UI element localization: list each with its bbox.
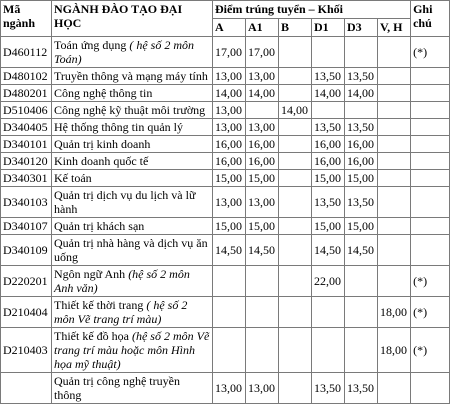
score-block-vh xyxy=(378,68,411,85)
score-block-d3: 15,00 xyxy=(345,218,378,235)
score-block-b xyxy=(279,37,312,68)
program-code: D460112 xyxy=(1,37,52,68)
program-code: D340101 xyxy=(1,136,52,153)
score-block-b xyxy=(279,170,312,187)
program-code: D340103 xyxy=(1,187,52,218)
program-code: D220201 xyxy=(1,266,52,297)
score-block-d3 xyxy=(345,37,378,68)
table-row xyxy=(1,218,450,235)
header-program: NGÀNH ĐÀO TẠO ĐẠI HỌC xyxy=(52,1,213,37)
remark: (*) xyxy=(411,266,450,297)
score-block-d1 xyxy=(312,102,345,119)
score-block-vh xyxy=(378,85,411,102)
header-block-a1: A1 xyxy=(246,19,279,37)
remark xyxy=(411,136,450,153)
score-block-a: 14,00 xyxy=(213,85,246,102)
score-block-b xyxy=(279,85,312,102)
program-name-cell xyxy=(52,85,213,102)
score-block-d1: 13,50 xyxy=(312,68,345,85)
score-block-d3: 13,50 xyxy=(345,187,378,218)
program-name-cell xyxy=(52,170,213,187)
program-name: Thiết kế đồ họa xyxy=(54,329,129,343)
program-name: Công nghệ thông tin xyxy=(54,86,153,100)
program-name: Kế toán xyxy=(54,171,92,185)
score-block-d3: 13,50 xyxy=(345,119,378,136)
score-block-d1: 13,50 xyxy=(312,119,345,136)
score-block-a1: 14,00 xyxy=(246,85,279,102)
score-block-vh xyxy=(378,235,411,266)
score-block-a: 13,00 xyxy=(213,102,246,119)
table-row xyxy=(1,136,450,153)
score-block-d1: 14,50 xyxy=(312,235,345,266)
program-name-cell xyxy=(52,235,213,266)
remark xyxy=(411,187,450,218)
program-name-cell xyxy=(52,37,213,68)
remark xyxy=(411,218,450,235)
score-block-b xyxy=(279,119,312,136)
table-row xyxy=(1,235,450,266)
score-block-d3 xyxy=(345,102,378,119)
score-block-b xyxy=(279,373,312,404)
score-block-vh xyxy=(378,187,411,218)
program-name-cell xyxy=(52,297,213,328)
score-block-b xyxy=(279,266,312,297)
table-row xyxy=(1,102,450,119)
score-block-vh xyxy=(378,153,411,170)
score-block-vh xyxy=(378,102,411,119)
score-block-d3: 16,00 xyxy=(345,153,378,170)
score-block-d3: 14,50 xyxy=(345,235,378,266)
score-block-a: 16,00 xyxy=(213,153,246,170)
table-row xyxy=(1,266,450,297)
score-block-a1 xyxy=(246,328,279,373)
score-block-a1 xyxy=(246,102,279,119)
program-name: Quản trị công nghệ truyền thông xyxy=(54,374,180,402)
remark xyxy=(411,235,450,266)
score-block-vh xyxy=(378,373,411,404)
score-block-d1: 15,00 xyxy=(312,170,345,187)
score-block-b xyxy=(279,136,312,153)
score-block-a1: 13,00 xyxy=(246,187,279,218)
score-block-d3: 13,50 xyxy=(345,373,378,404)
score-block-a1: 13,00 xyxy=(246,68,279,85)
program-code: D340120 xyxy=(1,153,52,170)
header-block-vh: V, H xyxy=(378,19,411,37)
score-block-b xyxy=(279,235,312,266)
score-block-a: 15,00 xyxy=(213,218,246,235)
program-code: D340301 xyxy=(1,170,52,187)
program-name: Quản trị khách sạn xyxy=(54,219,145,233)
score-block-a: 17,00 xyxy=(213,37,246,68)
program-code: D210403 xyxy=(1,328,52,373)
score-block-d3 xyxy=(345,266,378,297)
score-block-a1: 13,00 xyxy=(246,373,279,404)
score-block-a1: 15,00 xyxy=(246,218,279,235)
score-block-a: 13,00 xyxy=(213,187,246,218)
program-name: Toán ứng dụng xyxy=(54,38,127,52)
header-block-d3: D3 xyxy=(345,19,378,37)
score-block-b xyxy=(279,68,312,85)
score-block-d1: 15,00 xyxy=(312,218,345,235)
header-block-b: B xyxy=(279,19,312,37)
score-block-d3 xyxy=(345,297,378,328)
program-name-cell xyxy=(52,266,213,297)
score-block-a xyxy=(213,266,246,297)
program-weight-note: (hệ số 2 môn Vẽ trang trí màu hoặc môn Hình họa mỹ thuật) xyxy=(54,329,210,371)
program-name: Quản trị nhà hàng và dịch vụ ăn uống xyxy=(54,236,208,264)
score-block-vh: 18,00 xyxy=(378,297,411,328)
score-block-d1 xyxy=(312,37,345,68)
score-block-d1: 13,50 xyxy=(312,373,345,404)
score-block-a: 13,00 xyxy=(213,373,246,404)
score-block-a: 13,00 xyxy=(213,68,246,85)
score-block-a1: 15,00 xyxy=(246,170,279,187)
score-block-d1 xyxy=(312,297,345,328)
program-name: Quản trị kinh doanh xyxy=(54,137,151,151)
score-block-d3: 13,50 xyxy=(345,68,378,85)
table-row xyxy=(1,170,450,187)
program-code: D340107 xyxy=(1,218,52,235)
program-code: D480102 xyxy=(1,68,52,85)
score-block-a: 16,00 xyxy=(213,136,246,153)
program-name-cell xyxy=(52,136,213,153)
remark xyxy=(411,85,450,102)
program-name: Kinh doanh quốc tế xyxy=(54,154,149,168)
header-code: Mã ngành xyxy=(1,1,52,37)
score-block-d1: 16,00 xyxy=(312,153,345,170)
score-block-b: 14,00 xyxy=(279,102,312,119)
program-name-cell xyxy=(52,218,213,235)
score-block-b xyxy=(279,328,312,373)
remark xyxy=(411,119,450,136)
table-row xyxy=(1,297,450,328)
remark: (*) xyxy=(411,37,450,68)
program-name: Hệ thống thông tin quản lý xyxy=(54,120,183,134)
program-weight-note: ( hệ số 2 môn Vẽ trang trí màu) xyxy=(54,298,188,326)
program-name: Thiết kế thời trang xyxy=(54,298,144,312)
score-block-a1: 16,00 xyxy=(246,153,279,170)
program-name: Truyền thông và mạng máy tính xyxy=(54,69,208,83)
program-name-cell xyxy=(52,153,213,170)
remark xyxy=(411,373,450,404)
remark xyxy=(411,153,450,170)
score-block-d3: 15,00 xyxy=(345,170,378,187)
table-row xyxy=(1,68,450,85)
score-block-a xyxy=(213,297,246,328)
score-block-vh xyxy=(378,119,411,136)
score-block-d1: 22,00 xyxy=(312,266,345,297)
score-block-vh xyxy=(378,218,411,235)
score-block-a1 xyxy=(246,266,279,297)
score-block-d1: 13,50 xyxy=(312,187,345,218)
header-scores-group: Điểm trúng tuyển – Khối xyxy=(213,1,411,19)
table-row xyxy=(1,153,450,170)
score-block-a1: 14,50 xyxy=(246,235,279,266)
table-row xyxy=(1,187,450,218)
program-code: D480201 xyxy=(1,85,52,102)
remark xyxy=(411,102,450,119)
score-block-b xyxy=(279,218,312,235)
program-name-cell xyxy=(52,68,213,85)
score-block-b xyxy=(279,297,312,328)
program-name-cell xyxy=(52,373,213,404)
score-block-d1: 14,00 xyxy=(312,85,345,102)
score-block-a1: 17,00 xyxy=(246,37,279,68)
program-code: D340109 xyxy=(1,235,52,266)
program-code: D510406 xyxy=(1,102,52,119)
score-block-a: 14,50 xyxy=(213,235,246,266)
program-name: Công nghệ kỹ thuật môi trường xyxy=(54,103,206,117)
table-row xyxy=(1,85,450,102)
score-block-a: 13,00 xyxy=(213,119,246,136)
program-name-cell xyxy=(52,102,213,119)
header-block-a: A xyxy=(213,19,246,37)
score-block-vh xyxy=(378,170,411,187)
score-block-b xyxy=(279,153,312,170)
remark xyxy=(411,170,450,187)
score-block-vh xyxy=(378,266,411,297)
score-block-vh xyxy=(378,37,411,68)
program-name-cell xyxy=(52,328,213,373)
program-code: D210404 xyxy=(1,297,52,328)
score-block-d3: 14,00 xyxy=(345,85,378,102)
remark: (*) xyxy=(411,297,450,328)
score-block-vh: 18,00 xyxy=(378,328,411,373)
header-note: Ghi chú xyxy=(411,1,450,37)
table-row xyxy=(1,373,450,404)
score-block-a1 xyxy=(246,297,279,328)
table-row xyxy=(1,37,450,68)
program-code: D340405 xyxy=(1,119,52,136)
score-block-d3: 16,00 xyxy=(345,136,378,153)
score-block-a1: 16,00 xyxy=(246,136,279,153)
score-block-vh xyxy=(378,136,411,153)
score-block-d1 xyxy=(312,328,345,373)
score-block-a xyxy=(213,328,246,373)
score-block-d3 xyxy=(345,328,378,373)
program-weight-note: ( hệ số 2 môn Toán) xyxy=(54,38,194,66)
program-weight-note: (hệ số 2 môn Anh văn) xyxy=(54,267,190,295)
score-block-a1: 13,00 xyxy=(246,119,279,136)
program-code xyxy=(1,373,52,404)
remark: (*) xyxy=(411,328,450,373)
header-block-d1: D1 xyxy=(312,19,345,37)
remark xyxy=(411,68,450,85)
program-name: Quản trị dịch vụ du lịch và lữ hành xyxy=(54,188,196,216)
program-name-cell xyxy=(52,187,213,218)
score-block-b xyxy=(279,187,312,218)
program-name: Ngôn ngữ Anh xyxy=(54,267,126,281)
table-row xyxy=(1,328,450,373)
score-block-d1: 16,00 xyxy=(312,136,345,153)
score-block-a: 15,00 xyxy=(213,170,246,187)
header-row xyxy=(1,1,450,19)
table-row xyxy=(1,119,450,136)
program-name-cell xyxy=(52,119,213,136)
